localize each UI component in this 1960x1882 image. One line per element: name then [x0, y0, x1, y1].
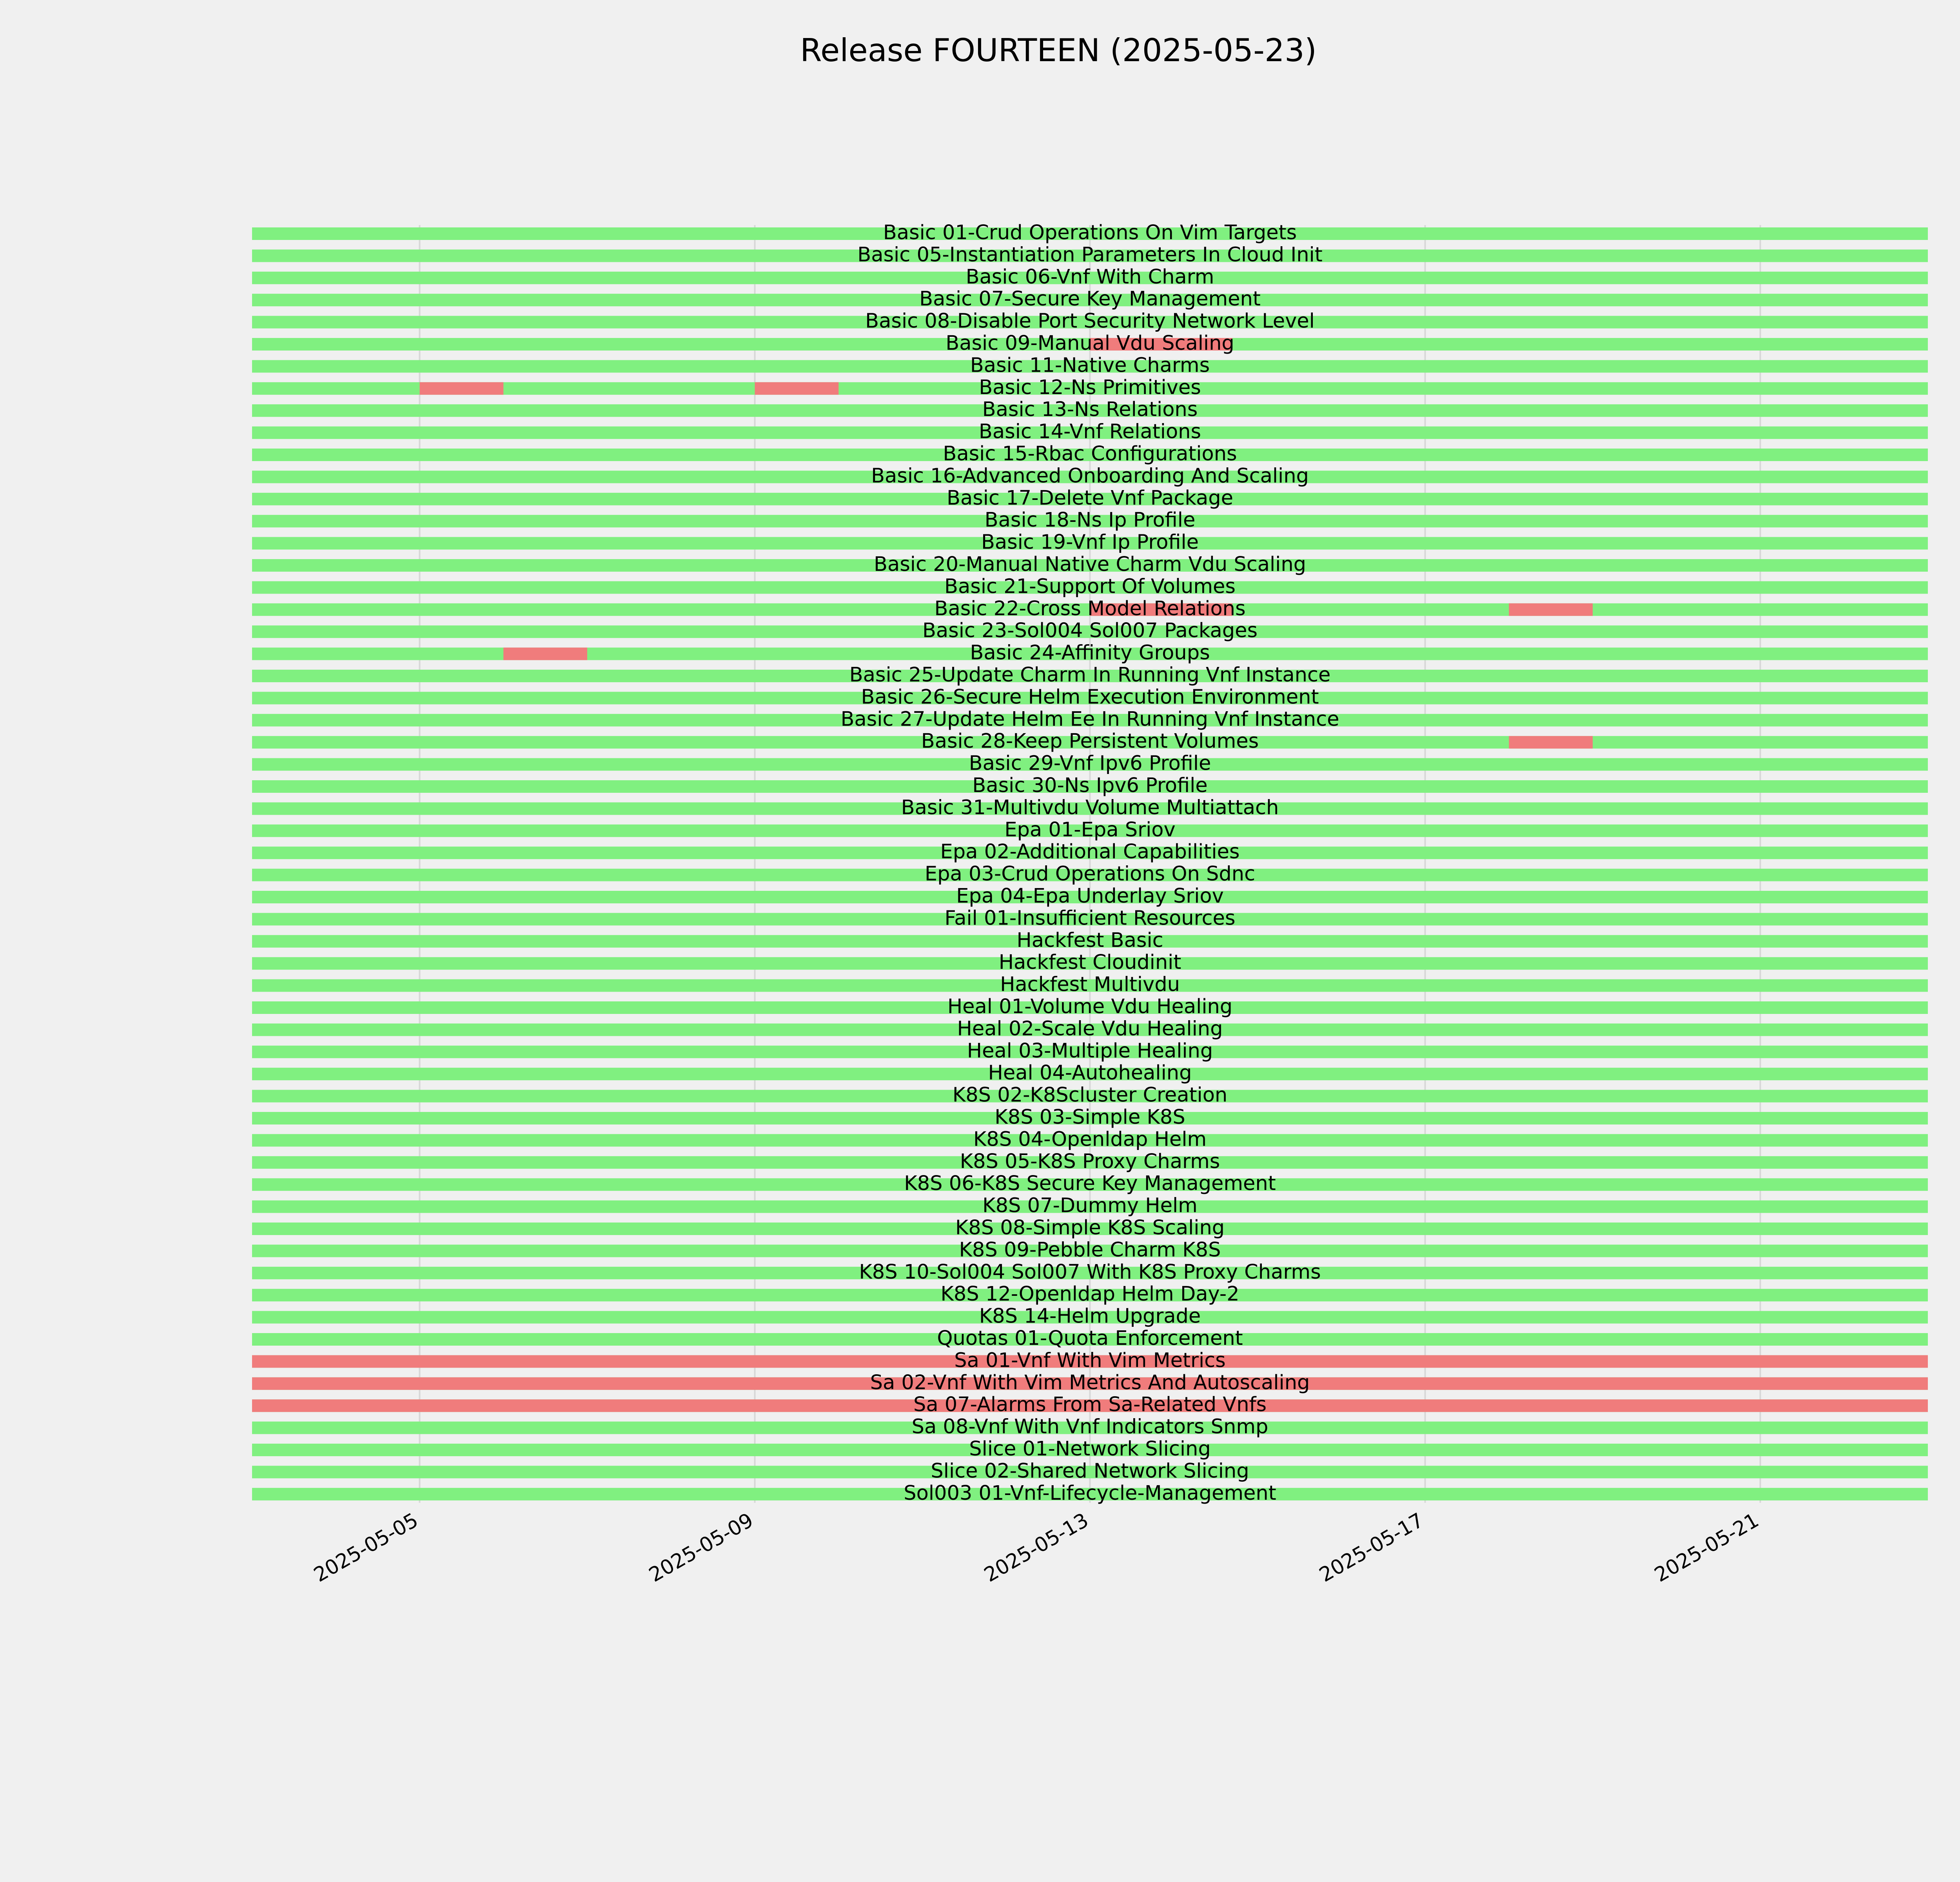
row-label: Hackfest Cloudinit — [998, 951, 1181, 974]
row-label: Basic 26-Secure Helm Execution Environment — [861, 685, 1319, 709]
row-label: K8S 09-Pebble Charm K8S — [959, 1238, 1221, 1262]
row-label: Heal 04-Autohealing — [988, 1061, 1192, 1085]
fail-bar — [1509, 603, 1593, 616]
row-label: Basic 17-Delete Vnf Package — [946, 486, 1234, 510]
row-label: Sa 01-Vnf With Vim Metrics — [954, 1349, 1226, 1372]
row-label: Basic 24-Affinity Groups — [970, 641, 1210, 665]
row-label: Epa 04-Epa Underlay Sriov — [956, 885, 1224, 908]
row-label: Slice 01-Network Slicing — [969, 1437, 1211, 1461]
fail-bar — [420, 382, 504, 395]
row-label: Hackfest Multivdu — [1000, 973, 1180, 996]
x-tick-label: 2025-05-17 — [1315, 1508, 1428, 1587]
row-label: Heal 01-Volume Vdu Healing — [947, 995, 1233, 1018]
row-label: Basic 20-Manual Native Charm Vdu Scaling — [873, 553, 1307, 576]
row-label: K8S 02-K8Scluster Creation — [952, 1083, 1228, 1107]
row-label: Basic 06-Vnf With Charm — [965, 265, 1214, 289]
row-label: K8S 06-K8S Secure Key Management — [904, 1172, 1276, 1195]
row-label: Basic 21-Support Of Volumes — [944, 575, 1236, 598]
fail-bar — [755, 382, 839, 395]
chart-title: Release FOURTEEN (2025-05-23) — [800, 32, 1317, 69]
row-label: K8S 10-Sol004 Sol007 With K8S Proxy Charms — [859, 1260, 1321, 1284]
row-label: Basic 01-Crud Operations On Vim Targets — [883, 221, 1297, 244]
row-label: Epa 02-Additional Capabilities — [940, 840, 1240, 864]
x-axis-ticks — [310, 1509, 1763, 1587]
fail-bar — [503, 648, 587, 660]
row-label: Basic 05-Instantiation Parameters In Cloud Init — [857, 243, 1323, 267]
row-label: Basic 22-Cross Model Relations — [934, 597, 1246, 620]
row-label: Hackfest Basic — [1016, 928, 1163, 952]
row-label: Epa 01-Epa Sriov — [1004, 818, 1176, 841]
row-label: Sa 08-Vnf With Vnf Indicators Snmp — [911, 1415, 1269, 1439]
row-label: Basic 09-Manual Vdu Scaling — [946, 332, 1234, 355]
row-label: K8S 04-Openldap Helm — [973, 1128, 1207, 1151]
row-label: Basic 16-Advanced Onboarding And Scaling — [871, 464, 1309, 488]
row-label: Slice 02-Shared Network Slicing — [931, 1459, 1249, 1483]
row-label: K8S 08-Simple K8S Scaling — [955, 1216, 1225, 1239]
row-label: K8S 05-K8S Proxy Charms — [960, 1150, 1220, 1173]
row-label: Basic 13-Ns Relations — [982, 398, 1198, 421]
row-label: K8S 12-Openldap Helm Day-2 — [940, 1283, 1240, 1306]
row-label: Basic 19-Vnf Ip Profile — [981, 530, 1199, 554]
row-label: K8S 07-Dummy Helm — [982, 1194, 1198, 1217]
row-label: Basic 28-Keep Persistent Volumes — [921, 730, 1259, 753]
row-label: Basic 15-Rbac Configurations — [943, 442, 1237, 465]
row-label: Basic 11-Native Charms — [970, 354, 1210, 377]
row-label: Heal 03-Multiple Healing — [967, 1039, 1213, 1063]
fail-bar — [1509, 736, 1593, 748]
x-tick-label: 2025-05-09 — [645, 1508, 757, 1587]
row-label: Heal 02-Scale Vdu Healing — [957, 1017, 1223, 1041]
row-label: Basic 29-Vnf Ipv6 Profile — [969, 752, 1211, 775]
row-label: Basic 07-Secure Key Management — [919, 287, 1261, 311]
row-label: Basic 18-Ns Ip Profile — [984, 509, 1196, 532]
row-label: Sa 02-Vnf With Vim Metrics And Autoscaling — [870, 1371, 1310, 1394]
row-label: Basic 27-Update Helm Ee In Running Vnf Instance — [840, 707, 1339, 731]
row-label: Basic 12-Ns Primitives — [979, 376, 1201, 399]
row-label: Basic 14-Vnf Relations — [978, 420, 1201, 443]
row-label: Basic 30-Ns Ipv6 Profile — [972, 774, 1208, 797]
x-tick-label: 2025-05-21 — [1650, 1508, 1763, 1587]
row-label: Basic 08-Disable Port Security Network Level — [865, 309, 1315, 333]
row-label: K8S 03-Simple K8S — [995, 1106, 1185, 1129]
row-label: K8S 14-Helm Upgrade — [979, 1304, 1201, 1328]
row-label: Epa 03-Crud Operations On Sdnc — [924, 862, 1256, 886]
row-label: Sol003 01-Vnf-Lifecycle-Management — [904, 1481, 1276, 1505]
row-label: Basic 31-Multivdu Volume Multiattach — [901, 796, 1279, 819]
row-label: Fail 01-Insufficient Resources — [944, 906, 1236, 930]
x-tick-label: 2025-05-13 — [980, 1508, 1093, 1587]
row-label: Basic 25-Update Charm In Running Vnf Instance — [849, 663, 1331, 687]
row-label: Sa 07-Alarms From Sa-Related Vnfs — [913, 1393, 1267, 1417]
x-tick-label: 2025-05-05 — [310, 1508, 422, 1587]
row-label: Quotas 01-Quota Enforcement — [937, 1327, 1243, 1350]
row-label: Basic 23-Sol004 Sol007 Packages — [922, 619, 1258, 643]
